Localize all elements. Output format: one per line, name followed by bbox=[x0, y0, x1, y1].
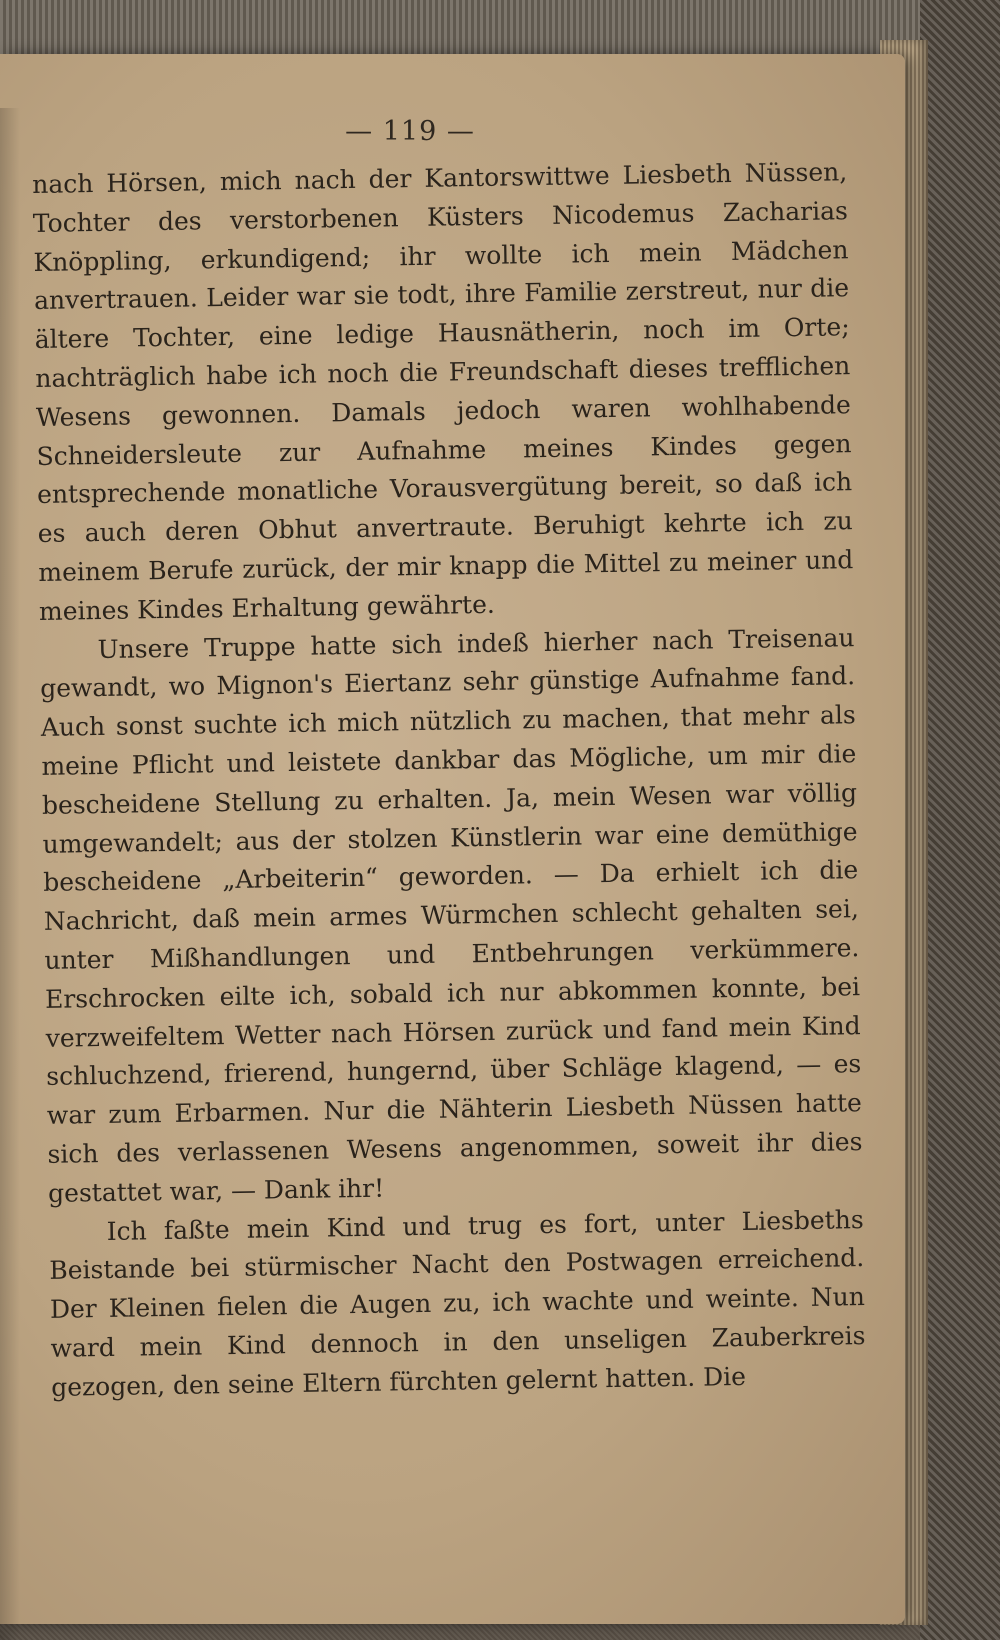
gutter-shadow bbox=[0, 108, 20, 1640]
book-page bbox=[0, 54, 905, 1624]
page-number: — 119 — bbox=[345, 116, 475, 147]
paragraph: Ich faßte mein Kind und trug es fort, unter Liesbeths Beistande bei stürmischer Nacht den Postwagen erreichend. Der Kleinen fielen die Augen zu, ich wachte und weinte. Nun ward mein Kind dennoch in den unseligen Zauberkreis gezogen, den seine Eltern fürchten gelernt hatten. Die bbox=[49, 1204, 866, 1402]
book-cover-top-edge bbox=[0, 0, 1000, 60]
paragraph: nach Hörsen, mich nach der Kantorswittwe Liesbeth Nüssen, Tochter des verstorbenen Küsters Nicodemus Zacharias Knöppling, erkundigend; ihr wollte ich mein Mädchen anvertrauen. Leider war sie todt, ihre Familie zerstreut, nur die ältere Tochter, eine ledige Hausnätherin, noch im Orte; nachträglich habe ich noch die Freundschaft dieses trefflichen Wesens gewonnen. Damals jedoch waren wohlhabende Schneidersleute zur Aufnahme meines Kindes gegen entsprechende monatliche Vorausvergütung bereit, so daß ich es auch deren Obhut anvertraute. Beruhigt kehrte ich zu meinem Berufe zurück, der mir knapp die Mittel zu meiner und meines Kindes Erhaltung gewährte. bbox=[32, 157, 854, 626]
paragraph: Unsere Truppe hatte sich indeß hierher nach Treisenau gewandt, wo Mignon's Eiertanz sehr günstige Aufnahme fand. Auch sonst suchte ich mich nützlich zu machen, that mehr als meine Pflicht und leistete dankbar das Mögliche, um mir die bescheidene Stellung zu erhalten. Ja, mein Wesen war völlig umgewandelt; aus der stolzen Künstlerin war eine demüthige bescheidene „Arbeiterin“ geworden. — Da erhielt ich die Nachricht, daß mein armes Würmchen schlecht gehalten sei, unter Mißhandlungen und Entbehrungen verkümmere. Erschrocken eilte ich, sobald ich nur abkommen konnte, bei verzweifeltem Wetter nach Hörsen zurück und fand mein Kind schluchzend, frierend, hungernd, über Schläge klagend, — es war zum Erbarmen. Nur die Nähterin Liesbeth Nüssen hatte sich des verlassenen Wesens angenommen, soweit ihr dies gestattet war, — Dank ihr! bbox=[39, 622, 863, 1208]
book-cover-right-edge bbox=[920, 0, 1000, 1640]
page-body bbox=[32, 153, 866, 1407]
